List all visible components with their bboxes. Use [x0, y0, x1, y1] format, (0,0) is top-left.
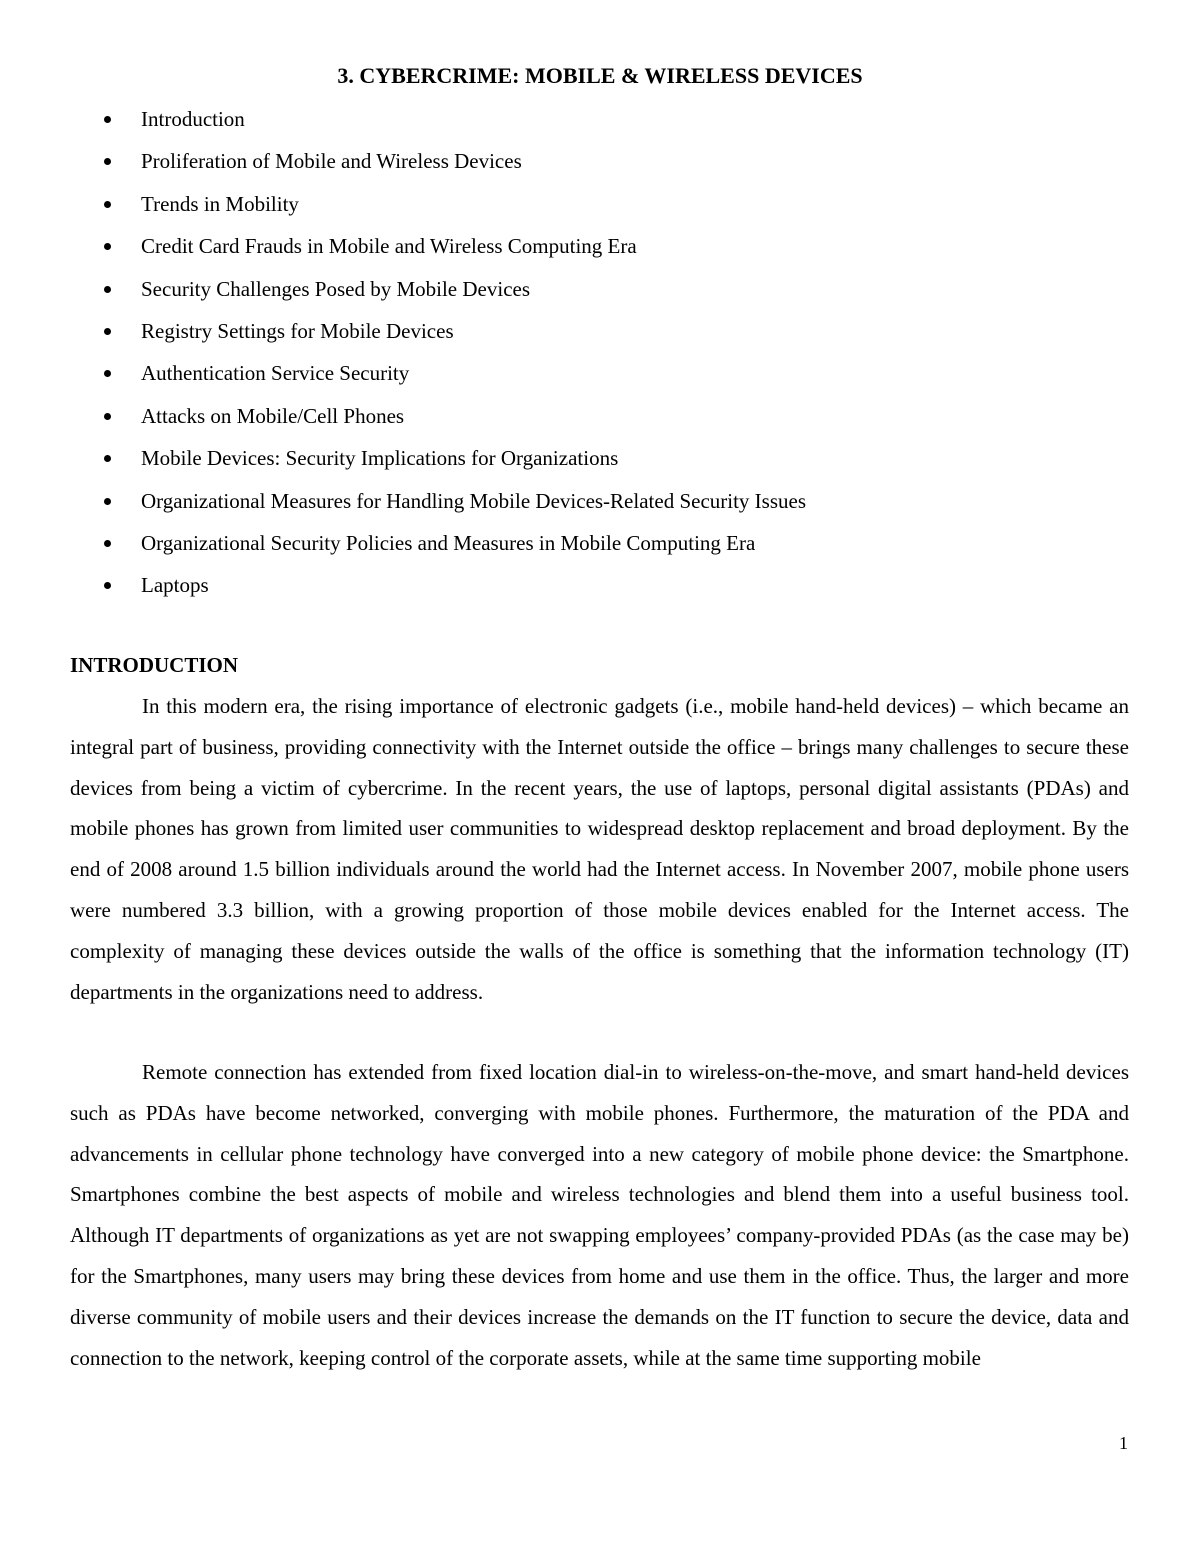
section-heading: INTRODUCTION [70, 653, 239, 677]
topic-item [104, 528, 806, 570]
topic-label: Trends in Mobility [141, 191, 299, 216]
topic-list [104, 104, 806, 613]
bullet-icon [104, 582, 111, 589]
topic-label: Authentication Service Security [141, 361, 410, 386]
page-number: 1 [1119, 1433, 1128, 1453]
bullet-icon [104, 540, 111, 547]
topic-item [104, 401, 806, 443]
topic-item [104, 486, 806, 528]
topic-item [104, 231, 806, 273]
topic-item [104, 443, 806, 485]
bullet-icon [104, 328, 111, 335]
topic-label: Organizational Measures for Handling Mobile Devices-Related Security Issues [141, 488, 807, 513]
bullet-icon [104, 243, 111, 250]
topic-label: Attacks on Mobile/Cell Phones [141, 403, 405, 428]
topic-label: Laptops [141, 573, 209, 598]
bullet-icon [104, 286, 111, 293]
topic-label: Organizational Security Policies and Measures in Mobile Computing Era [141, 530, 756, 555]
bullet-icon [104, 201, 111, 208]
topic-item [104, 570, 806, 612]
topic-item [104, 358, 806, 400]
topic-label: Proliferation of Mobile and Wireless Devices [141, 149, 522, 174]
body-paragraph: In this modern era, the rising importance of electronic gadgets (i.e., mobile hand-held devices) – which became an integral part of business, providing connectivity with the Internet outside the office – brings many challenges to secure these devices from being a victim of cybercrime. In the recent years, the use of laptops, personal digital assistants (PDAs) and mobile phones has grown from limited user communities to widespread desktop replacement and broad deployment. By the end of 2008 around 1.5 billion individuals around the world had the Internet access. In November 2007, mobile phone users were numbered 3.3 billion, with a growing proportion of those mobile devices enabled for the Internet access. The complexity of managing these devices outside the walls of the office is something that the information technology (IT) departments in the organizations need to address. [70, 694, 1129, 1004]
topic-label: Registry Settings for Mobile Devices [141, 318, 454, 343]
topic-label: Security Challenges Posed by Mobile Devices [141, 276, 531, 301]
topic-item [104, 189, 806, 231]
bullet-icon [104, 455, 111, 462]
bullet-icon [104, 370, 111, 377]
topic-label: Credit Card Frauds in Mobile and Wireless Computing Era [141, 234, 637, 259]
body-paragraph: Remote connection has extended from fixed location dial-in to wireless-on-the-move, and smart hand-held devices such as PDAs have become networked, converging with mobile phones. Furthermore, the maturation of the PDA and advancements in cellular phone technology have converged into a new category of mobile phone device: the Smartphone. Smartphones combine the best aspects of mobile and wireless technologies and blend them into a useful business tool. Although IT departments of organizations as yet are not swapping employees’ company-provided PDAs (as the case may be) for the Smartphones, many users may bring these devices from home and use them in the office. Thus, the larger and more diverse community of mobile users and their devices increase the demands on the IT function to secure the device, data and connection to the network, keeping control of the corporate assets, while at the same time supporting mobile [70, 1060, 1129, 1370]
topic-label: Introduction [141, 107, 245, 131]
bullet-icon [104, 158, 111, 165]
bullet-icon [104, 116, 111, 123]
document-title: 3. CYBERCRIME: MOBILE & WIRELESS DEVICES [337, 63, 863, 88]
bullet-icon [104, 413, 111, 420]
topic-item [104, 104, 806, 146]
bullet-icon [104, 498, 111, 505]
topic-item [104, 274, 806, 316]
topic-item [104, 316, 806, 358]
topic-item [104, 146, 806, 188]
topic-label: Mobile Devices: Security Implications for Organizations [141, 446, 619, 471]
